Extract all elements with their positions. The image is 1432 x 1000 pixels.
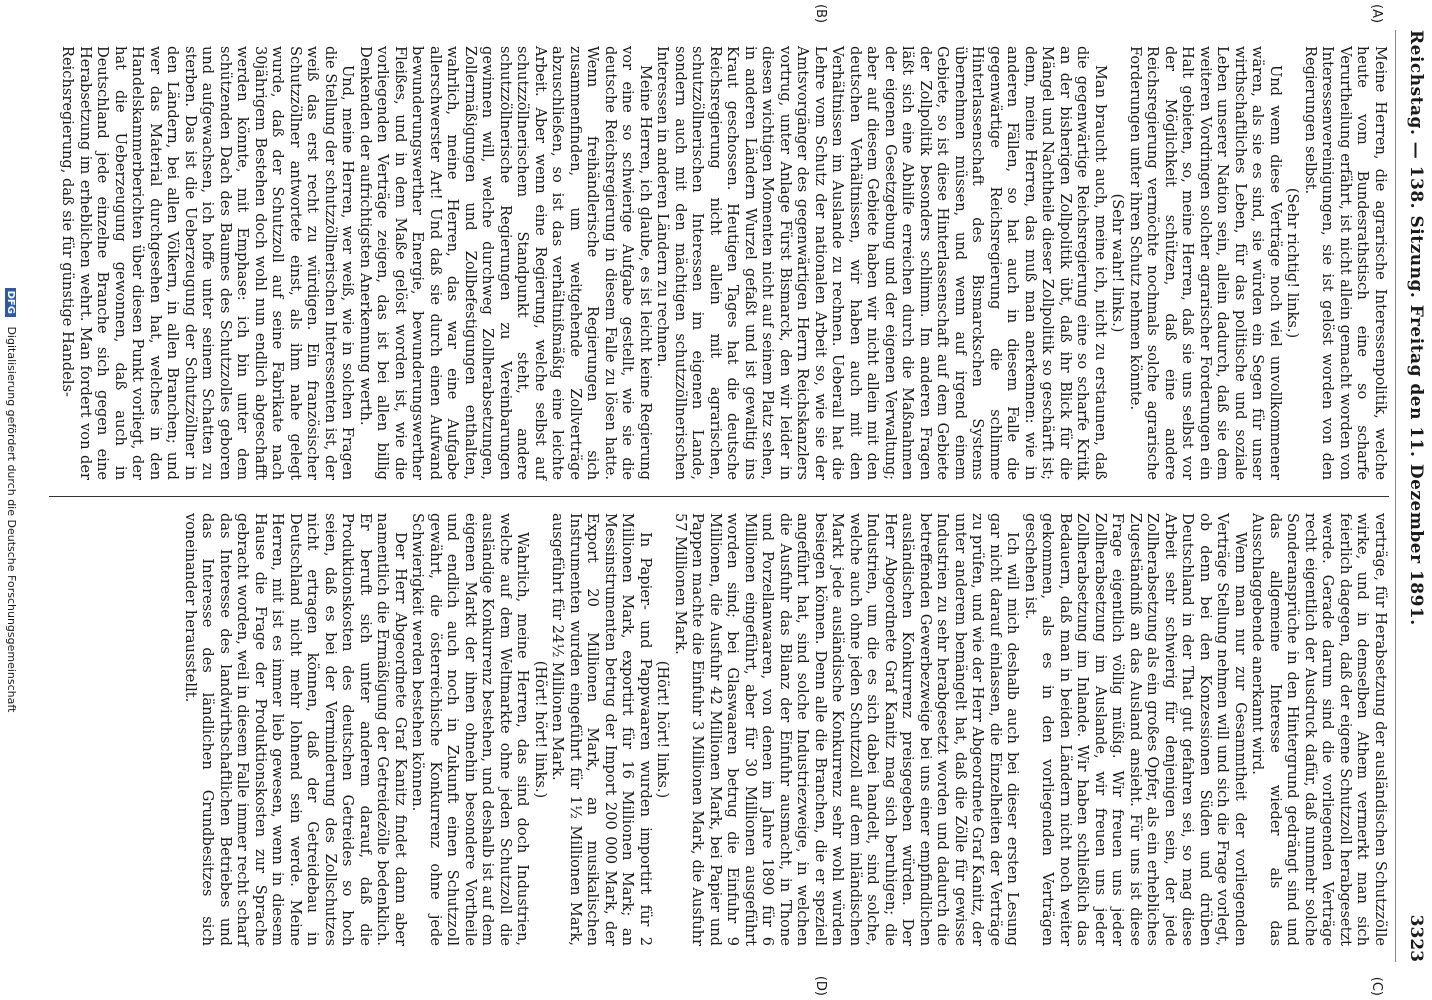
page-number: 3323 bbox=[1406, 914, 1426, 962]
page-header bbox=[1395, 30, 1426, 962]
paragraph: (Hört! hört! links.) bbox=[654, 660, 672, 799]
dfg-logo: DFG bbox=[5, 288, 16, 317]
paragraph: In Papier- und Pappwaaren wurden importirt für 2 Millionen Mark, exportirt für 16 Millionen Mark; an Messinstrumenten betrug der Import 200 000 Mark, der Export 20 Millionen Mark, an musikalischen Instrumenten wurden eingeführt für 1½ Millionen Mark, ausgeführt für 24½ Millionen Mark. bbox=[549, 513, 654, 946]
paragraph: Und wenn diese Verträge noch viel unvollkommener wären, als sie es sind, sie würden ein Segen für unser wirthschaftliches Leben, für das politische und soziale Leben unserer Nation sein, allein dadurch, daß sie dem weiteren Vordringen solcher agrarischer Forderungen ein Halt gebieten, so, meine Herren, daß sie uns selbst vor der Möglichkeit schützen, daß eine andere Reichsregierung vermöchte nochmals solche agrarische Forderungen unter ihren Schutz nehmen könnte. bbox=[1127, 46, 1284, 480]
paragraph: (Sehr wahr! links.) bbox=[1109, 193, 1127, 333]
footer-credit: Digitalisierung gefördert durch die Deutsche Forschungsgemeinschaft bbox=[5, 326, 18, 713]
paragraph: Wenn man nur zur Gesammtheit der vorliegenden Verträge Stellung nehmen will und sich die Frage vorlegt, ob denn bei den Konzessionen Süden und drüben Deutschland in der That gut gefahren sei, so mag diese Arbeit sehr schwierig für denjenigen sein, der jede Zollherabsetzung als ein großes Opfer, als ein erhebliches Zugeständniß an das Ausland ansieht. Für uns ist diese Frage eigentlich völlig müßig. Wir freuen uns jeder Zollherabsetzung im Auslande, wir freuen uns jeder Zollherabsetzung im Inlande. Wir haben schließlich das Bedauern, daß man in beiden Ländern nicht noch weiter gekommen, als es in den vorliegenden Verträgen geschehen ist. bbox=[1022, 513, 1249, 946]
paragraph: Meine Herren, ich glaube, es ist leicht keine Regierung vor eine so schwierige Aufgabe gestellt, wie sie die deutsche Reichsregierung in diesem Falle zu lösen hatte. Wenn freihändlerische Regierungen sich zusammenfinden, um weitgehende Zollverträge abzuschließen, so ist das verhältnißmäßig eine leichte Arbeit. Aber wenn eine Regierung, welche selbst auf schutzzöllnerischem Standpunkt steht, andere schutzzöllnerische Regierungen zu Vereinbarungen gewinnen will, welche durchweg Zollherabsetzungen, Zollermäßigungen und Zollbefestigungen enthalten, wahrlich, meine Herren, das war eine Aufgabe allerschwerster Art! Und daß sie durch einen Aufwand bewunderungswerther Energie, bewunderungswerther Fleißes, und in dem Maße gelöst worden ist, wie die vorliegenden Verträge zeigen, das ist bei allen billig Denkenden der aufrichtigsten Anerkennung werth. bbox=[357, 46, 654, 480]
right-column bbox=[49, 496, 1389, 996]
paragraph: Man braucht auch, meine ich, nicht zu erstaunen, daß die gegenwärtige Reichsregierung eine so scharfe Kritik an der bisherigen Zollpolitik übt, daß ihr Blick für die Mängel und Nachtheile dieser Zollpolitik so geschärft ist; denn, meine Herren, das muß man anerkennen: wie in anderen Fällen, so hat auch in diesem Falle die gegenwärtige Reichsregierung die schlimme Hinterlassenschaft des Bismarckschen Systems übernehmen müssen, und wenn auf irgend einem Gebiete, so ist diese Hinterlassenschaft auf dem Gebiete der Zollpolitik besonders schlimm. Im anderen Fragen läßt sich eine Abhilfe erreichen durch die Maßnahmen der eigenen Gesetzgebung und der eigenen Verwaltung; aber auf diesem Gebiete haben wir nicht allein mit den deutschen Verhältnissen, wir haben auch mit den Verhältnissen im Auslande zu rechnen. Ueberall hat die Lehre vom Schutz der nationalen Arbeit so, wie sie der Amtsvorgänger des gegenwärtigen Herrn Reichskanzlers vortrug, unter Anlage Fürst Bismarck, den wir leider in diesen wichtigen Momenten nicht auf seinem Platz sehen, in anderen Ländern Wurzel gefaßt und ist gewaltig ins Kraut geschossen. Heutigen Tages hat die deutsche Reichsregierung nicht allein mit agrarischen, schutzzöllnerischen Interessen im eigenen Lande, sondern auch mit den mächtigen schutzzöllnerischen Interessen in anderen Ländern zu rechnen. bbox=[654, 46, 1109, 480]
paragraph: Der Herr Abgeordnete Graf Kanitz findet dann aber namentlich die Ermäßigung der Getreidezölle bedenklich. Er beruft sich unter anderem darauf, daß die Produktionskosten des deutschen Getreides so hoch seien, daß es bei der Verminderung des Zollschutzes nicht ertragen können, daß der Getreidebau in Deutschland nicht mehr lohnend sein werde. Meine Herren, mit ist es immer lieb gewesen, wenn in diesem Hause die Frage der Produktionskosten zur Sprache gebracht worden, weil in diesem Falle immer recht scharf das Interesse des landwirthschaftlichen Betriebes und das Interesse des ländlichen Grundbesitzes sich voneinander herausstellt. bbox=[182, 513, 409, 946]
paragraph: (Hört! hört! links.) bbox=[532, 660, 549, 799]
left-column bbox=[49, 4, 1389, 496]
page-footer bbox=[5, 0, 18, 1000]
margin-marker-d: (D) bbox=[813, 975, 828, 996]
paragraph: (Sehr richtig! links.) bbox=[1284, 187, 1302, 339]
text-columns bbox=[49, 4, 1389, 996]
paragraph: Meine Herren, die agrarische Interessenpolitik, welche heute vom Bundesrathstisch eine so scharfe Verurtheilung erfährt, ist nicht allein gemacht worden von Interessenvereinigungen, sie ist gelöst worden von den Regierungen selbst. bbox=[1302, 46, 1389, 480]
paragraph: Ich will mich deshalb auch bei dieser ersten Lesung gar nicht darauf einlassen, die Einzelheiten der Verträge zu prüfen, und wie der Herr Abgeordnete Graf Kanitz, der unter anderem bemängelt hat, daß die Zölle für gewisse Industrien zu sehr herabgesetzt worden und dadurch die betreffenden Gewerbezweige bei uns einer empfindlichen ausländischen Konkurrenz preisgegeben würden. Der Herr Abgeordnete Graf Kanitz mag sich beruhigen; die Industrien, um die es sich dabei handelt, sind solche, welche auch ohne jeden Schutzzoll auf dem inländischen Markt jede ausländische Konkurrenz sehr wohl würden besiegen können. Denn alle die Branchen, die er speziell angeführt hat, sind solche Industriezweige, in welchen die Ausfuhr das Bilanz der Einfuhr ausmacht, in Thone und Porzellanwaaren, von denen im Jahre 1890 für 6 Millionen eingeführt, aber für 30 Millionen ausgeführt worden sind; bei Glaswaaren betrug die Einfuhr 9 Millionen, die Ausfuhr 42 Millionen Mark, bei Papier und Pappen machte die Einfuhr 3 Millionen Mark, die Ausfuhr 57 Millionen Mark. bbox=[672, 513, 1022, 946]
margin-marker-c: (C) bbox=[1369, 976, 1384, 996]
paragraph: Wahrlich, meine Herren, das sind doch Industrien, welche auf dem Weltmarkte ohne jeden Schutzzoll die ausländige Konkurrenz bestehen, und deshalb ist auf dem eigenen Markt der ihnen ohnehin besondere Vortheile und endlich auch noch in Zukunft einen Schutzzoll gewährt, die österreichische Konkurrenz ohne jede Schwierigkeit werden bestehen können. bbox=[409, 513, 532, 946]
margin-marker-a: (A) bbox=[1369, 4, 1384, 24]
paragraph: Und, meine Herren, wer weiß, wie in solchen Fragen die Stellung der schutzzöllnerischen Interessenten ist, der weiß das erst recht zu würdigen. Ein französischer Schutzzöllner antwortete einst, als ihm nahe gelegt wurde, daß der Schutzzoll auf seine Fabrikate nach 30jährigem Bestehen doch wohl nun endlich abgeschafft werden könnte, mit Emphase: ich bin unter dem schützenden Dach des Baumes des Schutzzolles geboren und aufgewachsen, ich hoffe unter seinem Schatten zu sterben. Das ist die Ueberzeugung der Schutzzöllner in den Ländern, bei allen Völkern, in allen Branchen; und wer das Material durchgesehen hat, welches in den Handelskammerberichten über diesen Punkt vorliegt, der hat die Ueberzeugung gewonnen, daß auch in Deutschland jede einzelne Branche sich gegen eine Herabsetzung im erheblichen wehrt. Man fordert von der Reichsregierung, daß sie für günstige Handels- bbox=[59, 46, 357, 480]
page-title: Reichstag. — 138. Sitzung. Freitag den 11. Dezember 1891. bbox=[1406, 30, 1426, 626]
margin-marker-b: (B) bbox=[813, 4, 828, 24]
paragraph: verträge, für Herabsetzung der ausländischen Schutzzölle wirke, und in demselben Athem vermerkt man sich feierlich dagegen, daß der eigene Schutzzoll herabgesetzt werde. Gerade darum sind die vorliegenden Verträge recht eigentlich der Ausdruck dafür, daß nunmehr solche Sonderansprüche in den Hintergrund gedrängt sind und das allgemeine Interesse wieder als das Ausschlaggebende anerkannt wird. bbox=[1249, 513, 1389, 946]
